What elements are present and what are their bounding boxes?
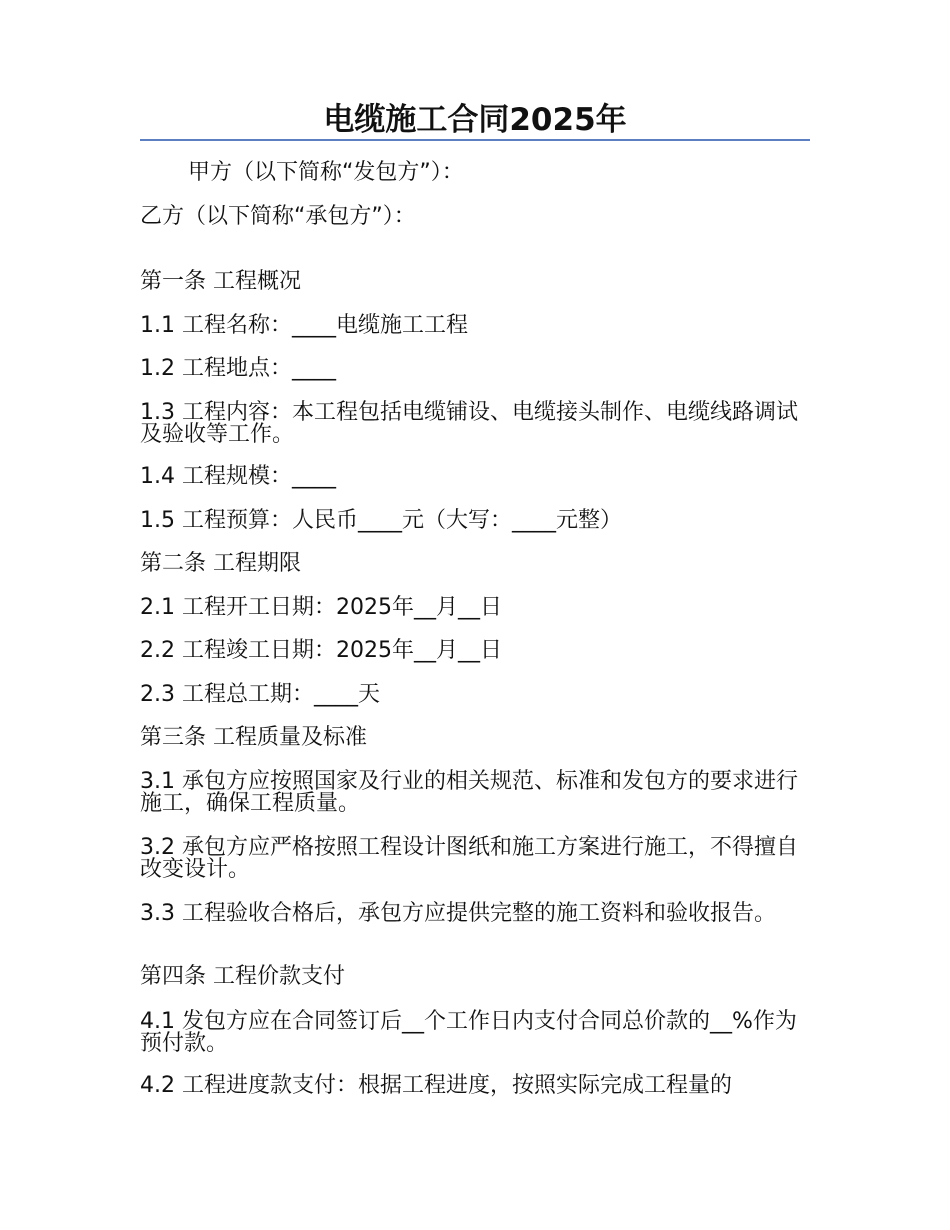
clause-1-3: 1.3 工程内容：本工程包括电缆铺设、电缆接头制作、电缆线路调试及验收等工作。	[140, 400, 798, 447]
party-a-line: 甲方（以下简称“发包方”）：	[188, 160, 464, 185]
clause-1-4: 1.4 工程规模：____	[140, 464, 336, 489]
section-1-heading: 第一条 工程概况	[140, 269, 301, 294]
title-underline	[140, 139, 810, 141]
clause-4-1: 4.1 发包方应在合同签订后__个工作日内支付合同总价款的__%作为预付款。	[140, 1009, 797, 1056]
clause-3-3: 3.3 工程验收合格后，承包方应提供完整的施工资料和验收报告。	[140, 901, 776, 926]
clause-3-2: 3.2 承包方应严格按照工程设计图纸和施工方案进行施工，不得擅自改变设计。	[140, 835, 798, 882]
clause-4-2: 4.2 工程进度款支付：根据工程进度，按照实际完成工程量的	[140, 1073, 732, 1098]
clause-1-5: 1.5 工程预算：人民币____元（大写：____元整）	[140, 508, 622, 533]
section-2-heading: 第二条 工程期限	[140, 551, 301, 576]
clause-2-2: 2.2 工程竣工日期：2025年__月__日	[140, 638, 502, 663]
clause-1-1: 1.1 工程名称：____电缆施工工程	[140, 313, 468, 338]
clause-2-3: 2.3 工程总工期：____天	[140, 682, 380, 707]
clause-1-2: 1.2 工程地点：____	[140, 356, 336, 381]
clause-2-1: 2.1 工程开工日期：2025年__月__日	[140, 595, 502, 620]
clause-3-1: 3.1 承包方应按照国家及行业的相关规范、标准和发包方的要求进行施工，确保工程质量。	[140, 769, 798, 816]
party-b-line: 乙方（以下简称“承包方”）：	[140, 204, 416, 229]
section-4-heading: 第四条 工程价款支付	[140, 964, 345, 989]
section-3-heading: 第三条 工程质量及标准	[140, 725, 367, 750]
document-title: 电缆施工合同2025年	[323, 102, 627, 138]
